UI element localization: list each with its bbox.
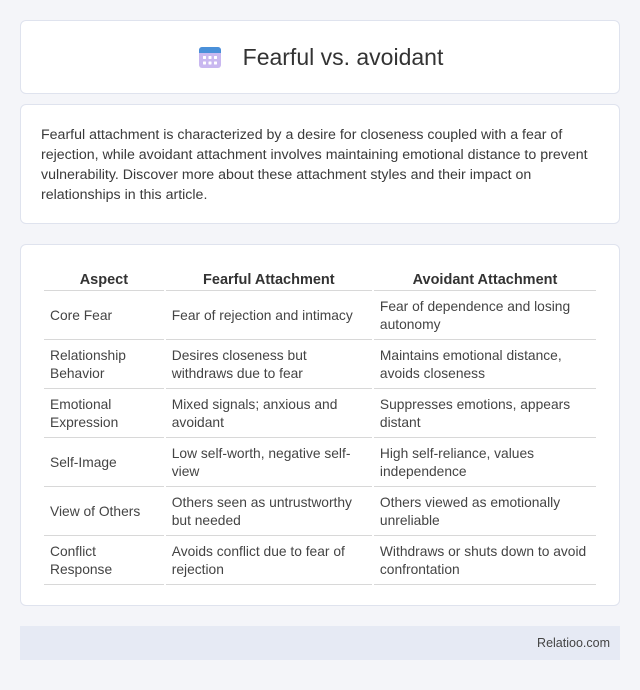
intro-text: Fearful attachment is characterized by a desire for closeness coupled with a fear of rejection, while avoidant attachment involves maintaining emotional distance to prevent vulnerability. Discover more about these attachment styles and their impact on relationships in this article. bbox=[41, 127, 588, 203]
page-title: Fearful vs. avoidant bbox=[242, 43, 444, 70]
calendar-icon bbox=[197, 44, 223, 70]
table-row bbox=[44, 391, 596, 438]
aspect-cell: Emotional Expression bbox=[44, 391, 164, 438]
avoidant-cell: Suppresses emotions, appears distant bbox=[374, 391, 596, 438]
comparison-card bbox=[20, 244, 620, 606]
footer-bar bbox=[20, 626, 620, 660]
avoidant-cell: Withdraws or shuts down to avoid confrontation bbox=[374, 538, 596, 585]
intro-card bbox=[20, 104, 620, 224]
avoidant-cell: Fear of dependence and losing autonomy bbox=[374, 293, 596, 340]
table-row bbox=[44, 489, 596, 536]
comparison-table bbox=[42, 263, 598, 587]
fearful-cell: Avoids conflict due to fear of rejection bbox=[166, 538, 372, 585]
aspect-cell: Self-Image bbox=[44, 440, 164, 487]
avoidant-cell: High self-reliance, values independence bbox=[374, 440, 596, 487]
column-header-fearful: Fearful Attachment bbox=[166, 265, 372, 291]
title-card bbox=[20, 20, 620, 94]
fearful-cell: Others seen as untrustworthy but needed bbox=[166, 489, 372, 536]
aspect-cell: View of Others bbox=[44, 489, 164, 536]
fearful-cell: Desires closeness but withdraws due to fear bbox=[166, 342, 372, 389]
avoidant-cell: Others viewed as emotionally unreliable bbox=[374, 489, 596, 536]
footer-brand: Relatioo.com bbox=[537, 636, 610, 650]
table-row bbox=[44, 342, 596, 389]
column-header-aspect: Aspect bbox=[44, 265, 164, 291]
fearful-cell: Fear of rejection and intimacy bbox=[166, 293, 372, 340]
aspect-cell: Conflict Response bbox=[44, 538, 164, 585]
fearful-cell: Low self-worth, negative self-view bbox=[166, 440, 372, 487]
table-row bbox=[44, 538, 596, 585]
aspect-cell: Relationship Behavior bbox=[44, 342, 164, 389]
fearful-cell: Mixed signals; anxious and avoidant bbox=[166, 391, 372, 438]
table-row bbox=[44, 293, 596, 340]
table-header-row bbox=[44, 265, 596, 291]
table-row bbox=[44, 440, 596, 487]
column-header-avoidant: Avoidant Attachment bbox=[374, 265, 596, 291]
avoidant-cell: Maintains emotional distance, avoids closeness bbox=[374, 342, 596, 389]
aspect-cell: Core Fear bbox=[44, 293, 164, 340]
